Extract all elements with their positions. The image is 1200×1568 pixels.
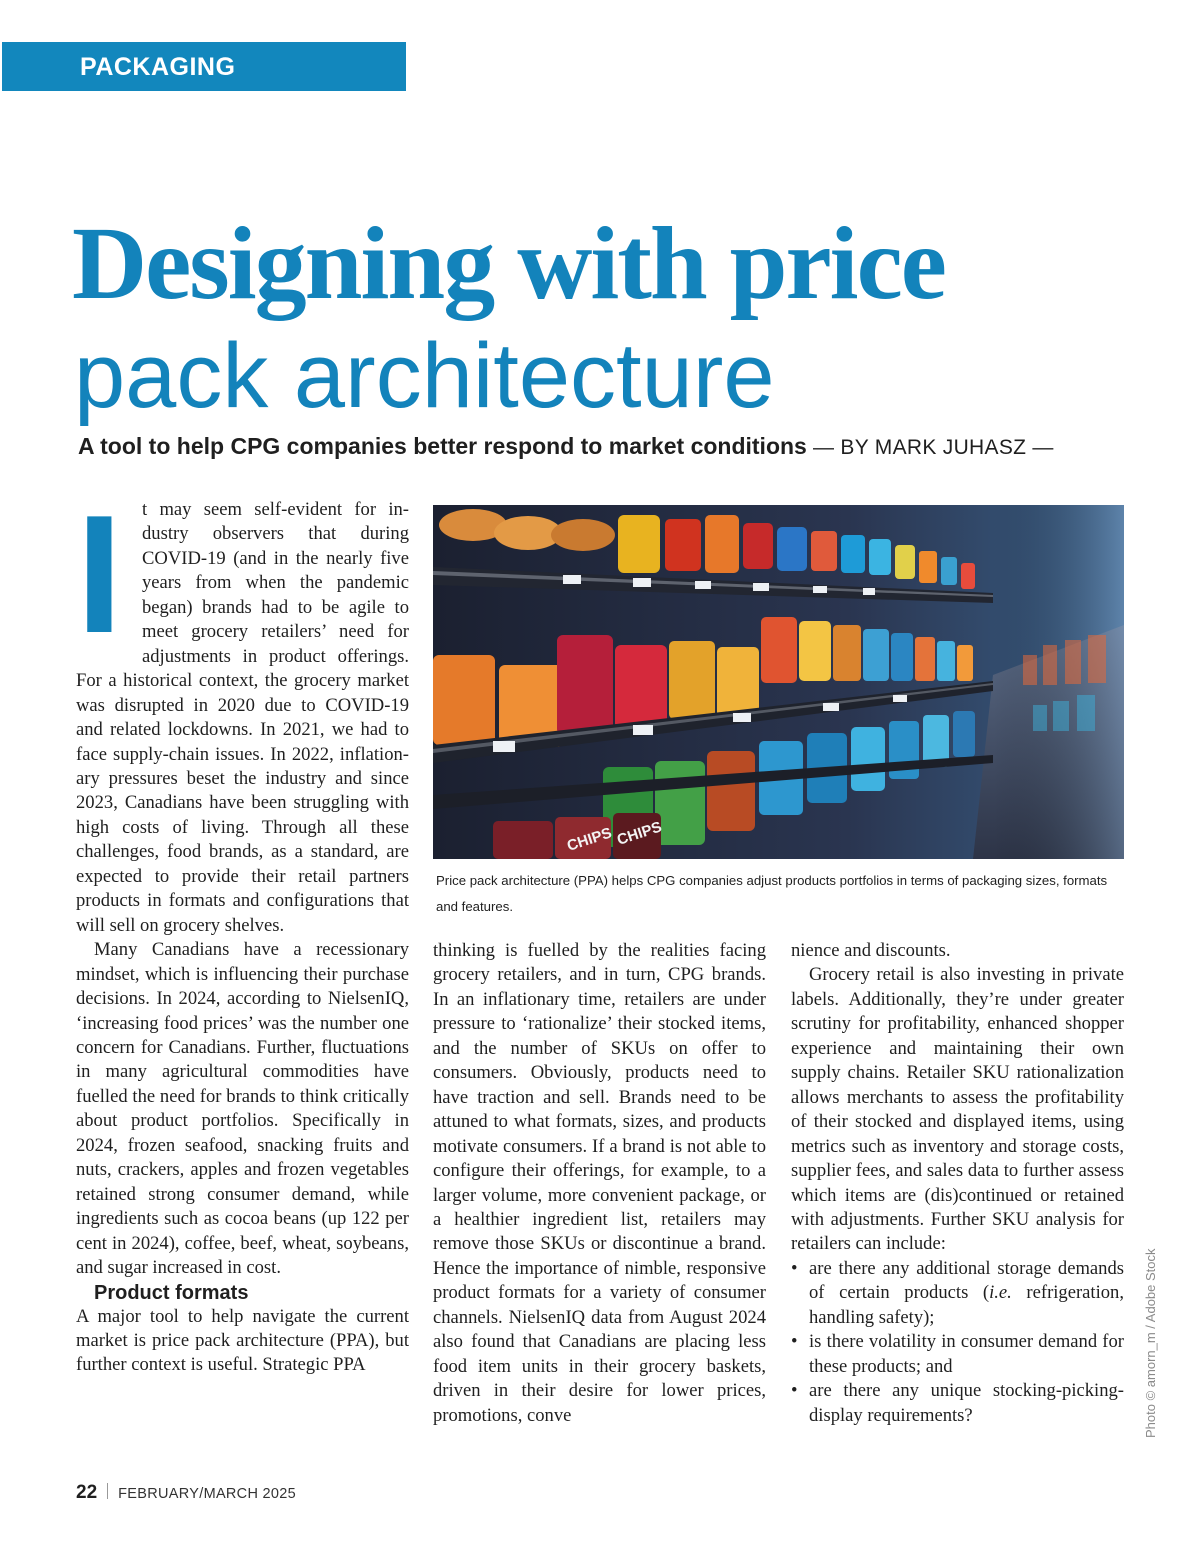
paragraph-2: Many Canadians have a recessionary mindset, which is influencing their purchase decisions. In 2024, according to NielsenIQ, ‘increasing food prices’ was the number one concern for Canadians. Further, fluctuations in many agricultural commodities have fuelled the need for brands to think critically about product portfolios. Specifically in 2024, frozen seafood, snacking fruits and nuts, crackers, apples and frozen vegetables retained strong consumer demand, while ingredients such as cocoa beans (up 122 per cent in 2024), coffee, beef, wheat, soybeans, and sugar increased in cost. (76, 939, 409, 1279)
column-1 (76, 480, 409, 1378)
section-label: PACKAGING (80, 53, 236, 81)
column-3 (791, 939, 1124, 1428)
headline-line-1: Designing with price (72, 206, 945, 321)
paragraph-6: Grocery retail is also investing in private labels. Additionally, they’re under greater scrutiny for profitability, enhanced shopper experience and maintaining their own supply chains. Retailer SKU rationalization allows merchants to assess the profitability of their stocked and displayed items, using metrics such as inventory and storage costs, supplier fees, and sales data to further assess which items are (dis)continued or retained with adjustments. Further SKU analysis for retailers can include: (791, 964, 1124, 1255)
list-item: • is there volatility in consumer demand for these products; and (809, 1330, 1124, 1379)
paragraph-4: thinking is fuelled by the realities facing grocery retailers, and in turn, CPG brands. In an inflationary time, retailers are under pressure to ‘rationalize’ their stocked items, and the number of SKUs on offer to consumers. Obviously, products need to have traction and sell. Brands need to be attuned to what formats, sizes, and products motivate consumers. If a brand is not able to configure their offerings, for example, to a larger volume, more convenient package, or a healthier ingredient list, retailers may remove those SKUs or discontinue a brand. Hence the importance of nimble, responsive product formats for a variety of consumer channels. NielsenIQ data from August 2024 also found that Canadians are placing less food item units in their grocery baskets, driven in their desire for lower prices, promotions, conve (433, 940, 766, 1426)
paragraph-5: nience and discounts. (791, 940, 951, 961)
photo-credit: Photo © amorn_m / Adobe Stock (1143, 1248, 1158, 1438)
sku-analysis-list (791, 1257, 1124, 1428)
paragraph-1: t may seem self-evident for industry observers that during COVID-19 (and in the nearly five years from when the pandemic began) brands had to be agile to meet grocery retailers’ need for adjustments in product offerings. For a historical context, the grocery market was disrupted in 2020 due to COVID-19 and related lockdowns. In 2021, we had to face supply-chain issues. In 2022, inflationary pressures beset the industry and since 2023, Canadians have been struggling with high costs of living. Through all these challenges, food brands, as a standard, are expected to provide their retail partners products in formats and configurations that will sell on grocery shelves. (76, 499, 409, 936)
issue-date: FEBRUARY/MARCH 2025 (118, 1486, 297, 1502)
list-item: • are there any additional storage demands of certain products (i.e. refrigeration, handling safety); (809, 1257, 1124, 1330)
section-tab (2, 42, 406, 91)
list-item: • are there any unique stocking-picking-display requirements? (809, 1379, 1124, 1428)
column-2 (433, 939, 766, 1428)
headline-line-2: pack architecture (74, 325, 775, 427)
photo-caption: Price pack architecture (PPA) helps CPG companies adjust products portfolios in terms of packaging sizes, formats and features. (436, 873, 1108, 914)
paragraph-3: A major tool to help navigate the current market is price pack architecture (PPA), but further context is useful. Strategic PPA (76, 1305, 409, 1376)
deck (78, 433, 1054, 460)
subhead-product-formats: Product formats (94, 1281, 249, 1304)
drop-cap: I (76, 480, 123, 668)
page-footer (76, 1482, 296, 1504)
footer-divider (107, 1483, 108, 1499)
page-number: 22 (76, 1482, 98, 1503)
snack-shelves-illustration (433, 505, 1124, 859)
deck-text: A tool to help CPG companies better respond to market conditions (78, 433, 807, 459)
supermarket-aisle-photo (433, 505, 1124, 859)
chips-package-text-1: CHIPS (564, 824, 614, 855)
byline: — BY MARK JUHASZ — (806, 436, 1054, 459)
chips-package-text-2: CHIPS (614, 818, 664, 849)
